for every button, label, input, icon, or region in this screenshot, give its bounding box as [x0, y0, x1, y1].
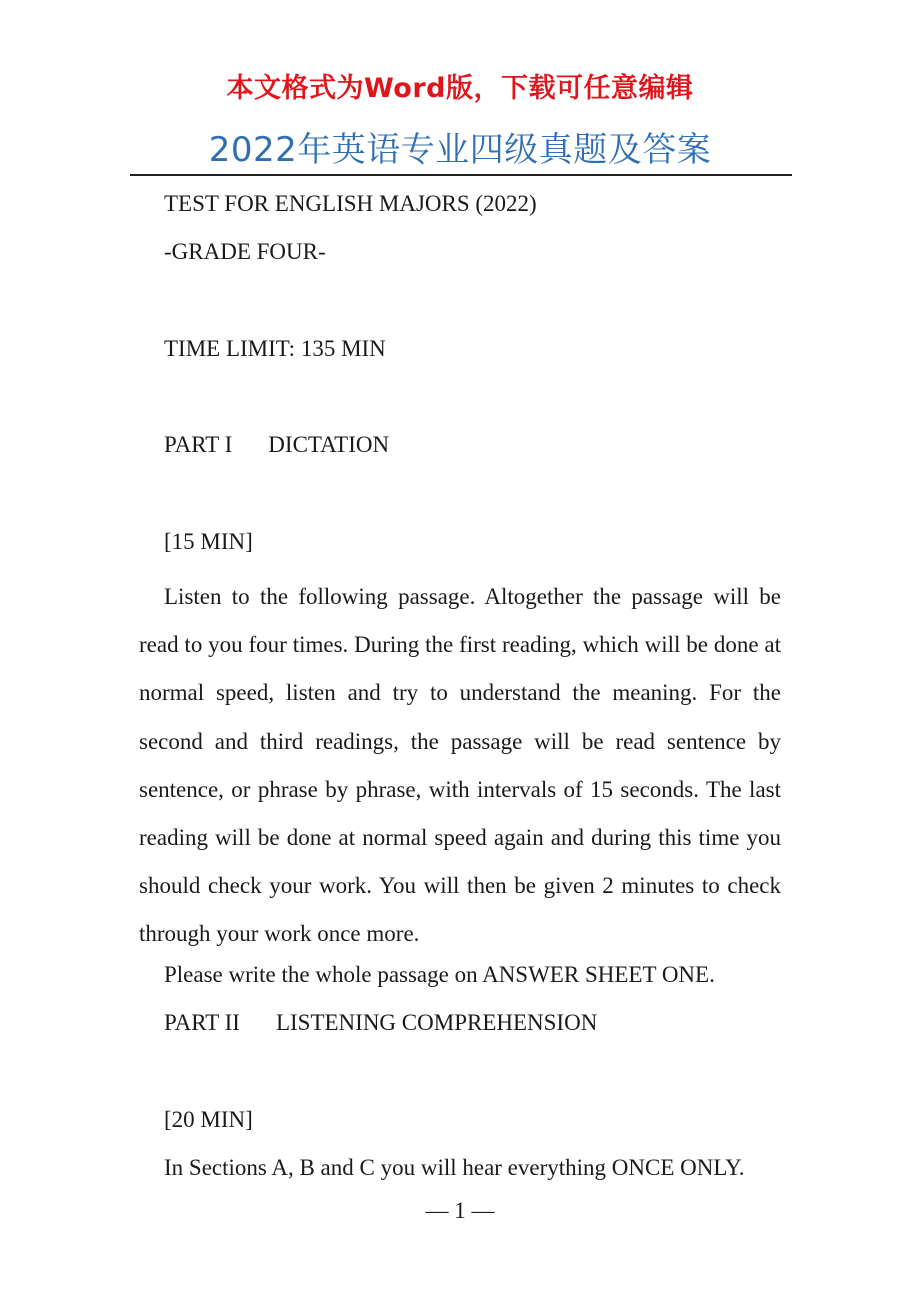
time-limit: TIME LIMIT: 135 MIN — [164, 336, 386, 361]
grade-line: -GRADE FOUR- — [164, 239, 326, 264]
part1-time: [15 MIN] — [164, 529, 253, 554]
part1-note: Please write the whole passage on ANSWER SHEET ONE. — [164, 962, 715, 987]
part2-heading — [164, 1008, 597, 1038]
header-divider — [130, 174, 792, 176]
part2-name: LISTENING COMPREHENSION — [275, 1010, 598, 1035]
part2-label: PART II — [164, 1010, 240, 1035]
part2-time: [20 MIN] — [164, 1107, 253, 1132]
page-number: — 1 — — [425, 1198, 495, 1223]
part1-instructions: Listen to the following passage. Altogether the passage will be read to you four times. During the first reading, which will be done at normal speed, listen and try to understand the meaning. For the second and third readings, the passage will be read sentence by sentence, or phrase by phrase, with intervals of 15 seconds. The last reading will be done at normal speed again and during this time you should check your work. You will then be given 2 minutes to check through your work once more. — [139, 584, 781, 947]
document-title: 2022年英语专业四级真题及答案 — [208, 130, 712, 170]
part2-instructions: In Sections A, B and C you will hear everything ONCE ONLY. — [164, 1155, 745, 1180]
part1-heading — [164, 430, 389, 460]
test-title: TEST FOR ENGLISH MAJORS (2022) — [164, 191, 537, 216]
part1-name: DICTATION — [268, 432, 390, 457]
part1-label: PART I — [164, 432, 233, 457]
download-banner: 本文格式为Word版，下载可任意编辑 — [226, 73, 694, 104]
